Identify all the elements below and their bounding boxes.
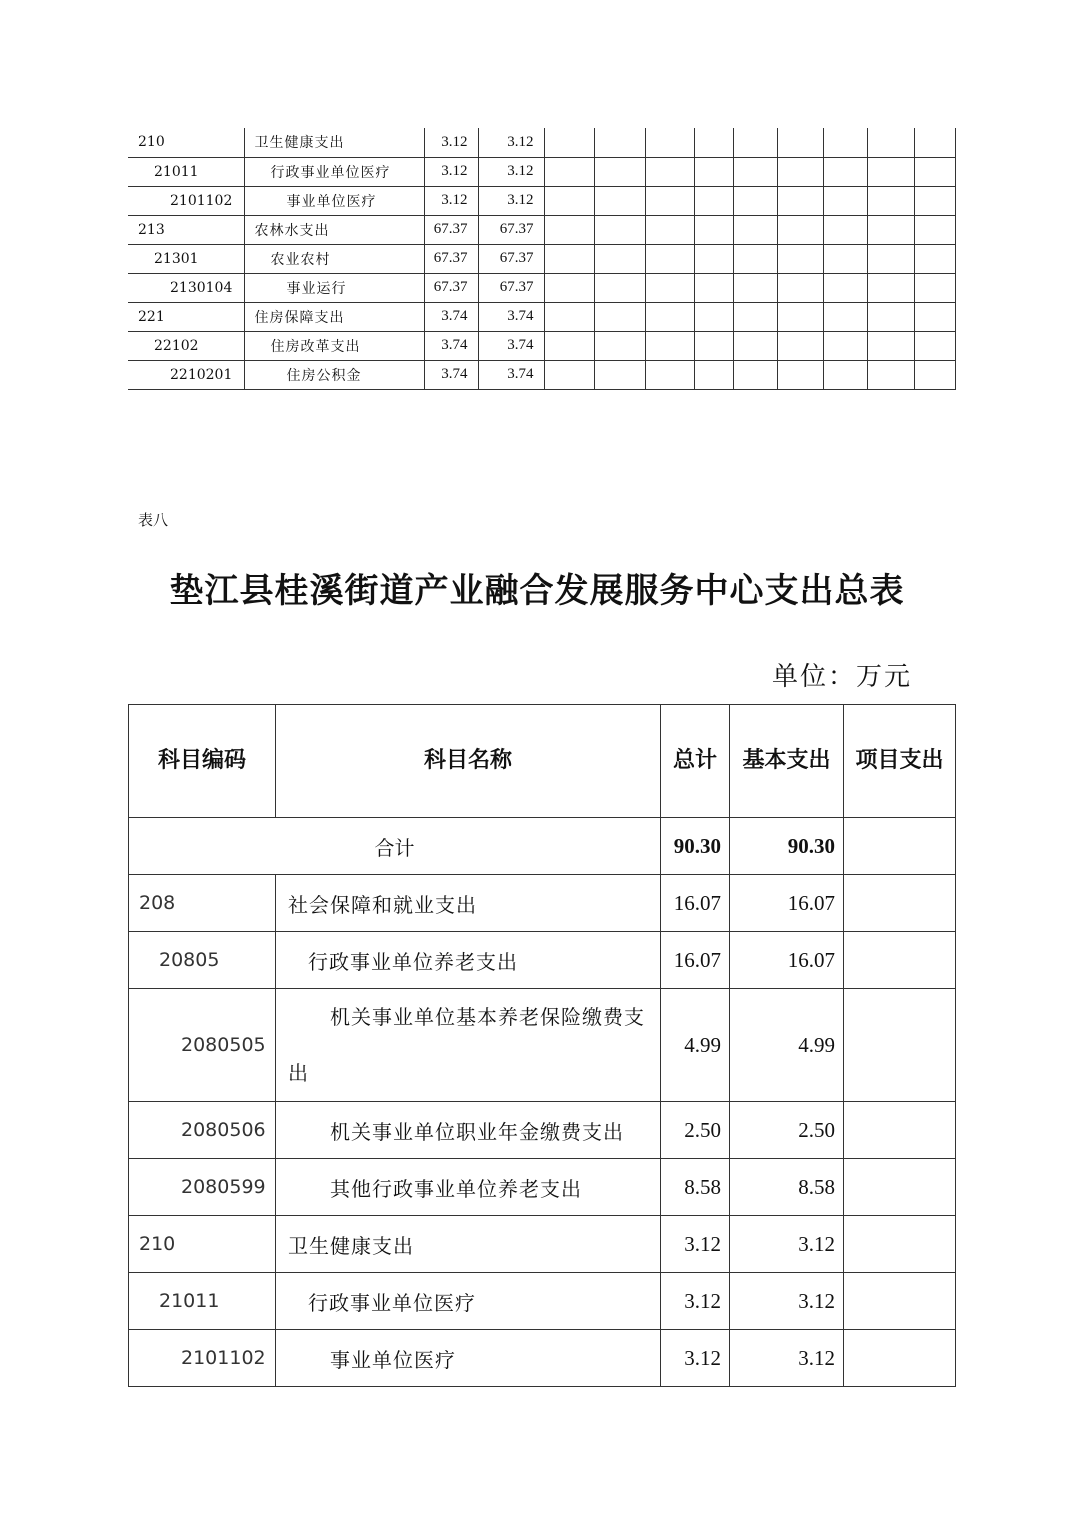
row-name: 其他行政事业单位养老支出	[276, 1159, 661, 1216]
row-code: 20805	[129, 932, 276, 989]
empty-cell	[733, 215, 777, 244]
row-basic: 67.37	[478, 244, 544, 273]
empty-cell	[694, 157, 733, 186]
table-number-label: 表八	[138, 511, 169, 529]
header-subject-code: 科目编码	[129, 705, 276, 818]
row-total: 8.58	[661, 1159, 730, 1216]
empty-cell	[594, 215, 645, 244]
header-subject-name: 科目名称	[276, 705, 661, 818]
row-name: 机关事业单位职业年金缴费支出	[276, 1102, 661, 1159]
total-row-project	[844, 818, 956, 875]
row-total: 3.74	[424, 331, 478, 360]
row-name: 事业单位医疗	[276, 1330, 661, 1387]
row-basic: 3.74	[478, 360, 544, 389]
empty-cell	[594, 186, 645, 215]
row-code: 21301	[128, 244, 244, 273]
empty-cell	[867, 244, 914, 273]
row-name: 住房保障支出	[244, 302, 424, 331]
empty-cell	[733, 157, 777, 186]
row-code: 22102	[128, 331, 244, 360]
row-code: 2101102	[128, 186, 244, 215]
expenditure-summary-table	[128, 704, 956, 1387]
empty-cell	[867, 360, 914, 389]
empty-cell	[694, 360, 733, 389]
empty-cell	[777, 360, 823, 389]
empty-cell	[914, 215, 955, 244]
empty-cell	[733, 331, 777, 360]
row-code: 213	[128, 215, 244, 244]
empty-cell	[645, 273, 694, 302]
empty-cell	[777, 128, 823, 157]
row-basic: 3.12	[478, 186, 544, 215]
empty-cell	[867, 186, 914, 215]
row-name: 事业单位医疗	[244, 186, 424, 215]
row-total: 2.50	[661, 1102, 730, 1159]
row-total: 3.12	[424, 186, 478, 215]
table-row	[128, 360, 955, 389]
row-total: 3.12	[424, 157, 478, 186]
row-basic: 3.12	[730, 1273, 844, 1330]
row-code: 210	[129, 1216, 276, 1273]
empty-cell	[645, 360, 694, 389]
table-row	[129, 932, 956, 989]
empty-cell	[823, 186, 867, 215]
row-code: 2101102	[129, 1330, 276, 1387]
row-code: 2080505	[129, 989, 276, 1102]
table-row	[129, 1159, 956, 1216]
header-project-expenditure: 项目支出	[844, 705, 956, 818]
table-row	[128, 331, 955, 360]
row-code: 2130104	[128, 273, 244, 302]
total-row-label: 合计	[129, 818, 661, 875]
row-name: 社会保障和就业支出	[276, 875, 661, 932]
empty-cell	[645, 186, 694, 215]
total-row	[129, 818, 956, 875]
empty-cell	[867, 331, 914, 360]
row-total: 67.37	[424, 215, 478, 244]
row-project	[844, 1102, 956, 1159]
empty-cell	[777, 186, 823, 215]
row-total: 3.12	[424, 128, 478, 157]
row-basic: 3.12	[730, 1216, 844, 1273]
empty-cell	[594, 302, 645, 331]
row-basic: 2.50	[730, 1102, 844, 1159]
empty-cell	[645, 215, 694, 244]
empty-cell	[777, 302, 823, 331]
empty-cell	[694, 244, 733, 273]
empty-cell	[544, 302, 594, 331]
table-row	[128, 273, 955, 302]
empty-cell	[777, 157, 823, 186]
empty-cell	[733, 186, 777, 215]
table-row	[129, 1330, 956, 1387]
total-row-basic: 90.30	[730, 818, 844, 875]
unit-label: 单位：万元	[771, 662, 912, 692]
row-project	[844, 932, 956, 989]
row-code: 210	[128, 128, 244, 157]
empty-cell	[867, 302, 914, 331]
empty-cell	[694, 215, 733, 244]
table-row	[129, 875, 956, 932]
row-code: 208	[129, 875, 276, 932]
row-project	[844, 1330, 956, 1387]
row-total: 16.07	[661, 932, 730, 989]
row-name: 机关事业单位基本养老保险缴费支出	[276, 989, 661, 1102]
row-name: 卫生健康支出	[276, 1216, 661, 1273]
empty-cell	[914, 186, 955, 215]
empty-cell	[914, 302, 955, 331]
row-code: 21011	[129, 1273, 276, 1330]
row-total: 67.37	[424, 273, 478, 302]
row-code: 2210201	[128, 360, 244, 389]
row-basic: 16.07	[730, 932, 844, 989]
row-code: 221	[128, 302, 244, 331]
empty-cell	[694, 128, 733, 157]
table-row	[129, 1216, 956, 1273]
empty-cell	[645, 128, 694, 157]
empty-cell	[544, 244, 594, 273]
empty-cell	[777, 331, 823, 360]
empty-cell	[733, 360, 777, 389]
row-basic: 3.12	[730, 1330, 844, 1387]
row-project	[844, 1159, 956, 1216]
empty-cell	[694, 273, 733, 302]
row-basic: 3.12	[478, 128, 544, 157]
row-name: 行政事业单位医疗	[244, 157, 424, 186]
empty-cell	[594, 157, 645, 186]
total-row-total: 90.30	[661, 818, 730, 875]
empty-cell	[544, 157, 594, 186]
empty-cell	[914, 244, 955, 273]
empty-cell	[544, 360, 594, 389]
empty-cell	[914, 128, 955, 157]
empty-cell	[645, 244, 694, 273]
table-row	[128, 186, 955, 215]
row-total: 67.37	[424, 244, 478, 273]
row-basic: 4.99	[730, 989, 844, 1102]
empty-cell	[645, 302, 694, 331]
table-row	[129, 1102, 956, 1159]
row-name: 农林水支出	[244, 215, 424, 244]
row-project	[844, 989, 956, 1102]
continued-expenditure-table	[128, 128, 956, 390]
row-basic: 3.12	[478, 157, 544, 186]
header-total: 总计	[661, 705, 730, 818]
empty-cell	[914, 331, 955, 360]
row-code: 21011	[128, 157, 244, 186]
empty-cell	[867, 273, 914, 302]
empty-cell	[544, 273, 594, 302]
empty-cell	[733, 128, 777, 157]
row-basic: 3.74	[478, 302, 544, 331]
table-row	[129, 989, 956, 1102]
empty-cell	[694, 331, 733, 360]
empty-cell	[694, 186, 733, 215]
empty-cell	[823, 215, 867, 244]
empty-cell	[594, 360, 645, 389]
header-basic-expenditure: 基本支出	[730, 705, 844, 818]
empty-cell	[594, 128, 645, 157]
table-row	[129, 1273, 956, 1330]
empty-cell	[594, 273, 645, 302]
empty-cell	[733, 302, 777, 331]
empty-cell	[645, 331, 694, 360]
empty-cell	[777, 273, 823, 302]
empty-cell	[823, 360, 867, 389]
row-project	[844, 1273, 956, 1330]
row-code: 2080599	[129, 1159, 276, 1216]
table-row	[128, 302, 955, 331]
row-project	[844, 1216, 956, 1273]
empty-cell	[733, 273, 777, 302]
row-total: 3.12	[661, 1273, 730, 1330]
table-row	[128, 215, 955, 244]
row-basic: 3.74	[478, 331, 544, 360]
row-basic: 16.07	[730, 875, 844, 932]
empty-cell	[823, 273, 867, 302]
row-total: 16.07	[661, 875, 730, 932]
row-name: 行政事业单位医疗	[276, 1273, 661, 1330]
empty-cell	[544, 186, 594, 215]
empty-cell	[594, 331, 645, 360]
empty-cell	[544, 331, 594, 360]
empty-cell	[914, 273, 955, 302]
empty-cell	[544, 128, 594, 157]
empty-cell	[594, 244, 645, 273]
row-name: 农业农村	[244, 244, 424, 273]
empty-cell	[823, 157, 867, 186]
empty-cell	[914, 157, 955, 186]
row-total: 3.74	[424, 360, 478, 389]
row-name: 卫生健康支出	[244, 128, 424, 157]
row-name: 事业运行	[244, 273, 424, 302]
empty-cell	[645, 157, 694, 186]
row-basic: 8.58	[730, 1159, 844, 1216]
empty-cell	[867, 215, 914, 244]
table-row	[128, 244, 955, 273]
row-name: 行政事业单位养老支出	[276, 932, 661, 989]
row-total: 3.12	[661, 1216, 730, 1273]
table-row	[128, 157, 955, 186]
row-total: 4.99	[661, 989, 730, 1102]
page-title: 垫江县桂溪街道产业融合发展服务中心支出总表	[169, 571, 905, 611]
empty-cell	[823, 331, 867, 360]
empty-cell	[867, 128, 914, 157]
empty-cell	[823, 302, 867, 331]
row-project	[844, 875, 956, 932]
table-row	[128, 128, 955, 157]
row-total: 3.12	[661, 1330, 730, 1387]
empty-cell	[823, 244, 867, 273]
row-basic: 67.37	[478, 215, 544, 244]
row-name: 住房改革支出	[244, 331, 424, 360]
empty-cell	[733, 244, 777, 273]
empty-cell	[777, 244, 823, 273]
row-code: 2080506	[129, 1102, 276, 1159]
row-total: 3.74	[424, 302, 478, 331]
empty-cell	[694, 302, 733, 331]
empty-cell	[914, 360, 955, 389]
empty-cell	[823, 128, 867, 157]
row-name: 住房公积金	[244, 360, 424, 389]
empty-cell	[867, 157, 914, 186]
row-basic: 67.37	[478, 273, 544, 302]
empty-cell	[777, 215, 823, 244]
empty-cell	[544, 215, 594, 244]
